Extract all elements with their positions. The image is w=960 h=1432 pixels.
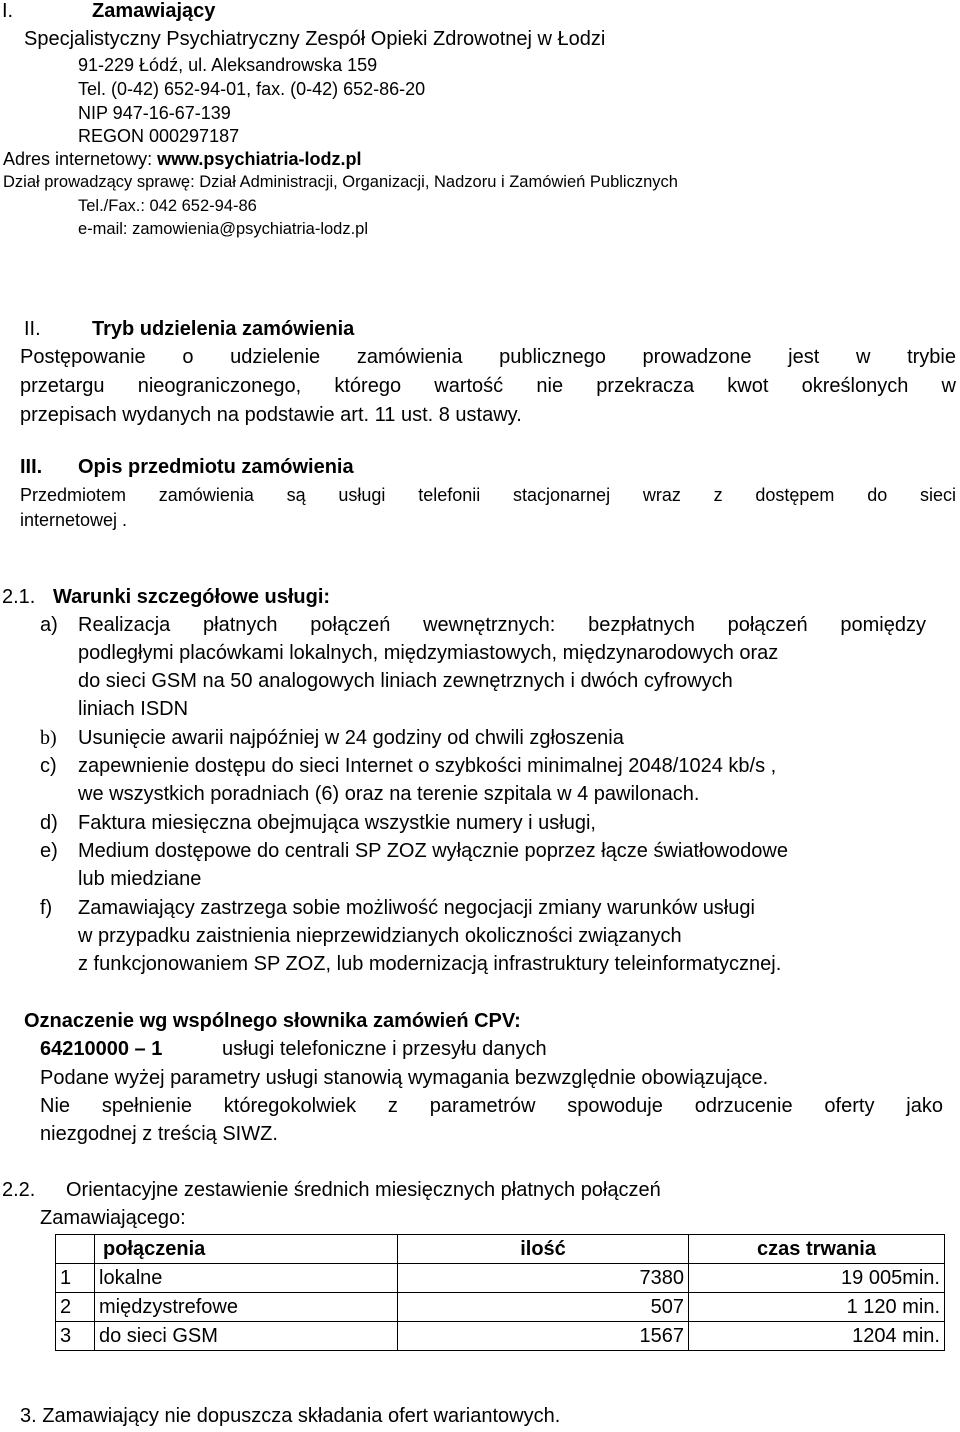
- cpv-heading: Oznaczenie wg wspólnego słownika zamówień CPV:: [24, 1010, 521, 1032]
- calls-number: 2.2.: [2, 1179, 36, 1201]
- condition-c-line-1: zapewnienie dostępu do sieci Internet o szybkości minimalnej 2048/1024 kb/s ,: [78, 755, 777, 777]
- cpv-note-2-line-1: Nie spełnienie któregokolwiek z parametrów spowoduje odrzucenie oferty jako: [40, 1095, 943, 1117]
- condition-a-line-2: podległymi placówkami lokalnych, międzymiastowych, międzynarodowych oraz: [78, 642, 779, 664]
- org-name: Specjalistyczny Psychiatryczny Zespół Opieki Zdrowotnej w Łodzi: [24, 28, 606, 50]
- section-2-title: Tryb udzielenia zamówienia: [92, 318, 355, 340]
- dept-name: Dział Administracji, Organizacji, Nadzoru i Zamówień Publicznych: [199, 173, 678, 191]
- org-regon: REGON 000297187: [78, 126, 240, 146]
- conditions-title: Warunki szczegółowe usługi:: [53, 586, 331, 608]
- dept-label: Dział prowadzący sprawę:: [3, 173, 195, 191]
- condition-f-marker: f): [40, 897, 53, 919]
- condition-b-marker: b): [40, 727, 57, 749]
- header-duration: czas trwania: [689, 1235, 945, 1264]
- row-duration: 19 005min.: [689, 1264, 945, 1293]
- section-3-title: Opis przedmiotu zamówienia: [78, 456, 354, 478]
- org-nip: NIP 947-16-67-139: [78, 103, 231, 123]
- condition-b-line-1: Usunięcie awarii najpóźniej w 24 godziny od chwili zgłoszenia: [78, 727, 624, 749]
- section-3-number: III.: [20, 456, 43, 478]
- row-num: 2: [56, 1293, 95, 1322]
- footer-note: 3. Zamawiający nie dopuszcza składania ofert wariantowych.: [20, 1405, 561, 1427]
- section-2-number: II.: [24, 318, 41, 340]
- dept-email: e-mail: zamowienia@psychiatria-lodz.pl: [78, 220, 369, 238]
- condition-d-line-1: Faktura miesięczna obejmująca wszystkie numery i usługi,: [78, 812, 596, 834]
- condition-f-line-2: w przypadku zaistnienia nieprzewidzianych okoliczności związanych: [78, 925, 682, 947]
- org-address: 91-229 Łódź, ul. Aleksandrowska 159: [78, 55, 378, 75]
- row-num: 3: [56, 1322, 95, 1351]
- section-2-line-2: przetargu nieograniczonego, którego wartość nie przekracza kwot określonych w: [20, 375, 956, 397]
- table-row: [56, 1322, 945, 1351]
- row-qty: 7380: [398, 1264, 689, 1293]
- header-qty: ilość: [398, 1235, 689, 1264]
- row-type: lokalne: [95, 1264, 398, 1293]
- org-phone: Tel. (0-42) 652-94-01, fax. (0-42) 652-86-20: [78, 79, 426, 99]
- dept-line: [3, 173, 678, 192]
- condition-e-line-1: Medium dostępowe do centrali SP ZOZ wyłącznie poprzez łącze światłowodowe: [78, 840, 788, 862]
- condition-f-line-3: z funkcjonowaniem SP ZOZ, lub modernizacją infrastruktury teleinformatycznej.: [78, 953, 782, 975]
- calls-title-line-2: Zamawiającego:: [40, 1207, 186, 1229]
- condition-a-marker: a): [40, 614, 58, 636]
- header-num: [56, 1235, 95, 1264]
- cpv-note-1: Podane wyżej parametry usługi stanowią wymagania bezwzględnie obowiązujące.: [40, 1067, 769, 1089]
- cpv-code-description: usługi telefoniczne i przesyłu danych: [222, 1038, 547, 1060]
- conditions-number: 2.1.: [2, 586, 36, 608]
- condition-a-line-3: do sieci GSM na 50 analogowych liniach zewnętrznych i dwóch cyfrowych: [78, 670, 733, 692]
- table-row: [56, 1293, 945, 1322]
- section-2-line-1: Postępowanie o udzielenie zamówienia publicznego prowadzone jest w trybie: [20, 346, 956, 368]
- row-num: 1: [56, 1264, 95, 1293]
- header-type: połączenia: [95, 1235, 398, 1264]
- condition-a-line-1: Realizacja płatnych połączeń wewnętrznych: bezpłatnych połączeń pomiędzy: [78, 614, 926, 636]
- section-1-title: Zamawiający: [92, 0, 216, 22]
- condition-a-line-4: liniach ISDN: [78, 698, 189, 720]
- row-type: do sieci GSM: [95, 1322, 398, 1351]
- row-type: międzystrefowe: [95, 1293, 398, 1322]
- web-url-link[interactable]: www.psychiatria-lodz.pl: [157, 149, 362, 169]
- table-row: [56, 1264, 945, 1293]
- web-label: Adres internetowy:: [3, 149, 153, 169]
- calls-table: [55, 1234, 945, 1351]
- condition-d-marker: d): [40, 812, 58, 834]
- row-qty: 507: [398, 1293, 689, 1322]
- cpv-note-2-line-2: niezgodnej z treścią SIWZ.: [40, 1123, 278, 1145]
- section-3-line-2: internetowej .: [20, 510, 128, 530]
- condition-f-line-1: Zamawiający zastrzega sobie możliwość negocjacji zmiany warunków usługi: [78, 897, 755, 919]
- section-2-line-3: przepisach wydanych na podstawie art. 11 ust. 8 ustawy.: [20, 404, 522, 426]
- table-header-row: [56, 1235, 945, 1264]
- condition-c-marker: c): [40, 755, 57, 777]
- row-duration: 1 120 min.: [689, 1293, 945, 1322]
- dept-phone: Tel./Fax.: 042 652-94-86: [78, 197, 257, 215]
- web-line: [3, 149, 361, 170]
- section-1-number: I.: [2, 0, 14, 22]
- row-qty: 1567: [398, 1322, 689, 1351]
- cpv-code: 64210000 – 1: [40, 1038, 163, 1060]
- row-duration: 1204 min.: [689, 1322, 945, 1351]
- section-3-line-1: Przedmiotem zamówienia są usługi telefonii stacjonarnej wraz z dostępem do sieci: [20, 485, 956, 505]
- condition-e-marker: e): [40, 840, 58, 862]
- calls-title-line-1: Orientacyjne zestawienie średnich miesięcznych płatnych połączeń: [66, 1179, 661, 1201]
- condition-c-line-2: we wszystkich poradniach (6) oraz na terenie szpitala w 4 pawilonach.: [78, 783, 700, 805]
- condition-e-line-2: lub miedziane: [78, 868, 202, 890]
